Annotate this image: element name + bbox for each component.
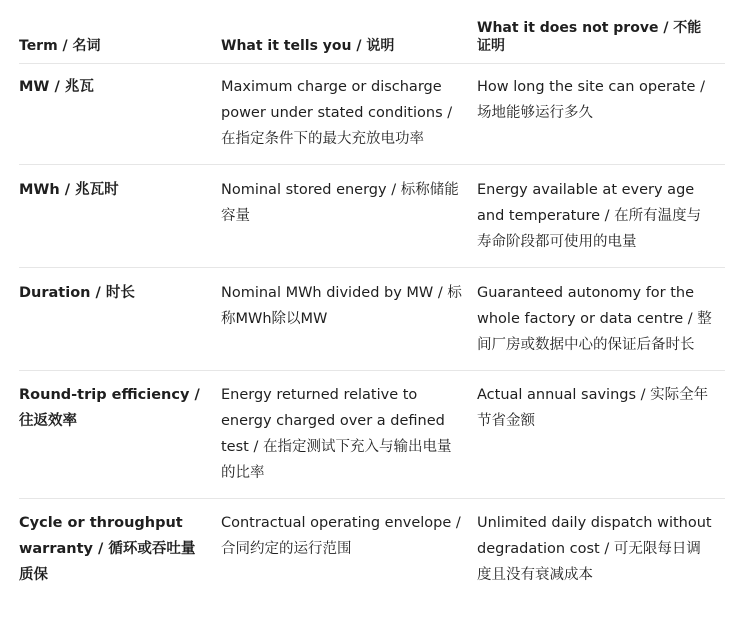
tells-cell: Maximum charge or discharge power under stated conditions / 在指定条件下的最大充放电功率 xyxy=(221,79,453,147)
not-prove-cell: How long the site can operate / 场地能够运行多久 xyxy=(477,79,705,121)
header-term: Term / 名词 xyxy=(19,38,101,54)
term-cell: Cycle or throughput warranty / 循环或吞吐量质保 xyxy=(19,515,196,583)
table-row xyxy=(19,64,725,165)
not-prove-cell: Guaranteed autonomy for the whole factory or data centre / 整间厂房或数据中心的保证后备时长 xyxy=(477,285,712,353)
not-prove-cell: Energy available at every age and temperature / 在所有温度与寿命阶段都可使用的电量 xyxy=(477,182,702,250)
header-not-prove: What it does not prove / 不能证明 xyxy=(477,20,702,54)
not-prove-cell: Actual annual savings / 实际全年节省金额 xyxy=(477,387,709,429)
comparison-table xyxy=(19,0,725,609)
header-tells: What it tells you / 说明 xyxy=(221,38,395,54)
not-prove-cell: Unlimited daily dispatch without degradation cost / 可无限每日调度且没有衰减成本 xyxy=(477,515,712,583)
table-header-row xyxy=(19,0,725,64)
tells-cell: Nominal MWh divided by MW / 标称MWh除以MW xyxy=(221,285,462,327)
table-row xyxy=(19,268,725,371)
term-cell: MW / 兆瓦 xyxy=(19,79,94,95)
term-cell: Round-trip efficiency / 往返效率 xyxy=(19,387,200,429)
term-cell: Duration / 时长 xyxy=(19,285,135,301)
table-row xyxy=(19,371,725,499)
tells-cell: Contractual operating envelope / 合同约定的运行范围 xyxy=(221,515,461,557)
tells-cell: Nominal stored energy / 标称储能容量 xyxy=(221,182,459,224)
table-row xyxy=(19,499,725,609)
tells-cell: Energy returned relative to energy charged over a defined test / 在指定测试下充入与输出电量的比率 xyxy=(221,387,452,481)
term-cell: MWh / 兆瓦时 xyxy=(19,182,119,198)
table-row xyxy=(19,165,725,268)
